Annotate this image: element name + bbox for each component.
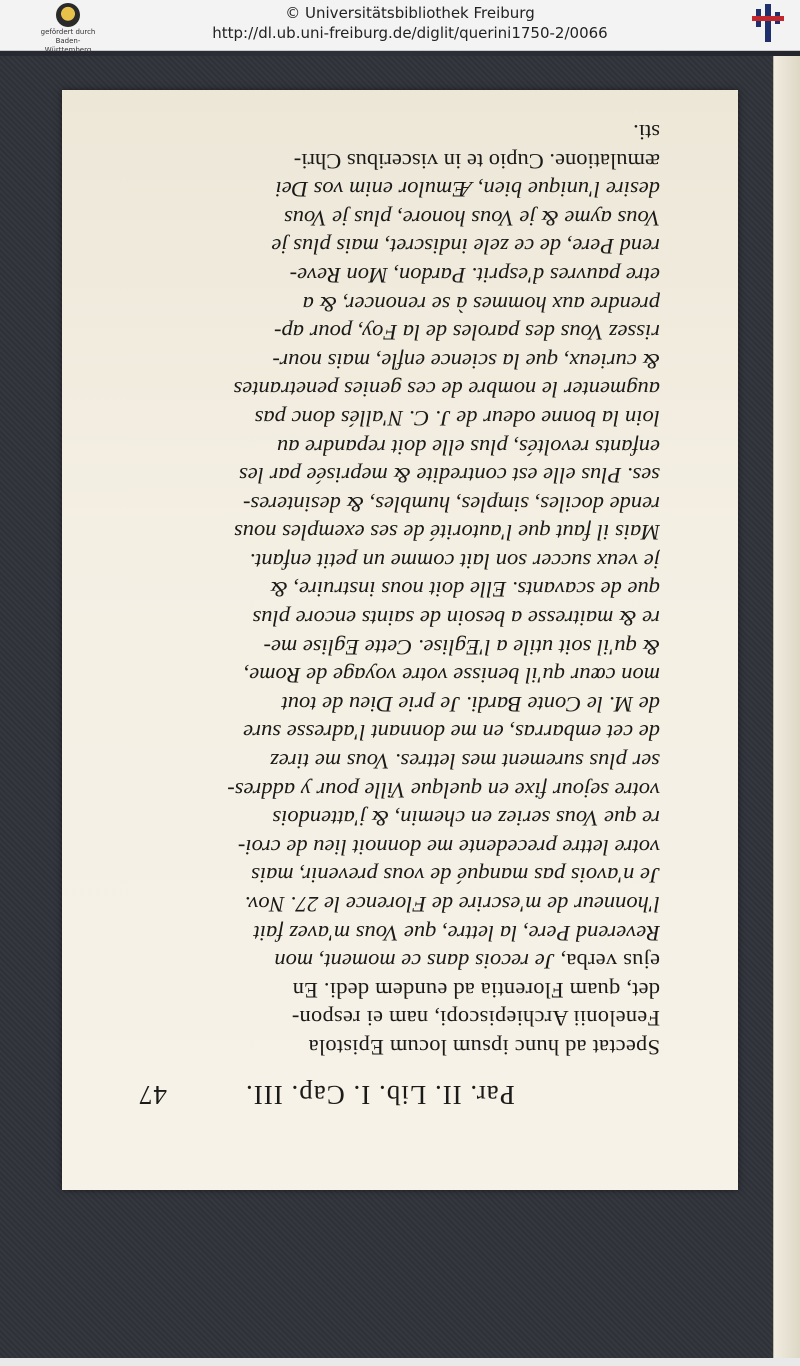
running-head (138, 1079, 660, 1110)
copyright-line: © Universitätsbibliothek Freiburg (285, 4, 535, 22)
text-line: æmulatione. Cupio te in visceribus Chri- (293, 148, 660, 174)
text-line: votre sejour fixe en quelque Ville pour y addres- (227, 777, 660, 803)
text-line: det, quam Florentia ad eundem dedi. En (292, 977, 660, 1003)
text-line: rissez Vous des paroles de la Foy, pour ap- (273, 320, 660, 346)
running-head-title: Par. II. Lib. I. Cap. III. (245, 1080, 515, 1110)
text-line: l'honneur de m'escrire de Florence le 27. Nov. (244, 892, 660, 918)
source-url[interactable]: http://dl.ub.uni-freiburg.de/diglit/querini1750-2/0066 (212, 24, 608, 42)
text-line: & curieux, que la science enfle, mais nour- (272, 348, 660, 374)
text-line: je veux succer son lait comme un petit enfant. (249, 548, 660, 574)
text-line: ses. Plus elle est contredite & meprisée par les (239, 463, 660, 489)
text-line: Fenelonii Archiepiscopi, nam ei respon- (291, 1006, 660, 1032)
library-banner (0, 0, 800, 54)
book-page (62, 90, 738, 1190)
latin-intro (138, 975, 660, 1061)
text-line: que de scavants. Elle doit nous instruire, & (270, 577, 660, 603)
funder-badge (38, 2, 98, 54)
text-line: & qu'il soit utile a l'Eglise. Cette Eglise me- (263, 634, 660, 660)
text-line: desire l'unique bien, Æmulor enim vos Dei (275, 177, 660, 203)
adjacent-page-edge (773, 56, 800, 1366)
french-letter (138, 117, 660, 975)
text-line: loin la bonne odeur de J. C. N'allés donc pas (254, 405, 660, 431)
text-line: ser plus surement mes lettres. Vous me tirez (270, 749, 660, 775)
text-line: de cet embarras, en me donnant l'adresse sure (243, 720, 660, 746)
text-line: de M. le Conte Bardi. Je prie Dieu de tout (281, 691, 660, 717)
text-line: rend Pere, de ce zele indiscret, mais plus je (271, 234, 660, 260)
text-span: Je recois dans ce moment, mon (274, 949, 555, 975)
page-content (138, 117, 660, 1110)
ejus-verba: ejus verba, (560, 949, 660, 975)
text-line: etre pauvres d'esprit. Pardon, Mon Reve- (289, 262, 660, 288)
text-line: re que Vous seriez en chemin, & j'attendois (272, 806, 660, 832)
coat-of-arms-icon (56, 3, 80, 27)
text-line: rende dociles, simples, humbles, & desinteres- (242, 491, 660, 517)
text-line: enfants revoltés, plus elle doit repandre au (276, 434, 660, 460)
text-line: Mais il faut que l'autorité de ses exemples nous (234, 520, 660, 546)
text-line: mon cœur qu'il benisse votre voyage de Rome, (243, 663, 660, 689)
text-line: prendre aux hommes à se renoncer, & a (302, 291, 660, 317)
text-line (138, 947, 660, 976)
banner-text (150, 3, 670, 43)
funded-by-label: gefördert durch (40, 28, 96, 36)
university-library-logo-icon (748, 4, 788, 42)
bottom-strip (0, 1358, 800, 1366)
text-line: re & maitresse a besoin de saints encore plus (252, 606, 660, 632)
text-line: Reverend Pere, la lettre, que Vous m'avez fait (253, 920, 660, 946)
funder-name: Baden-Württemberg (44, 37, 92, 54)
text-line: Spectat ad hunc ipsum locum Epistola (308, 1035, 660, 1060)
text-line: sti. (633, 120, 660, 145)
text-line: augmenter le nombre de ces genies penetrantes (233, 377, 660, 403)
page-number: 47 (138, 1080, 167, 1110)
text-line: Vous ayme & je Vous honore, plus je Vous (283, 205, 660, 231)
text-line: Je n'avois pas manqué de vous prevenir, mais (251, 863, 660, 889)
text-line: votre lettre precedente me donnoit lieu de croi- (237, 834, 660, 860)
